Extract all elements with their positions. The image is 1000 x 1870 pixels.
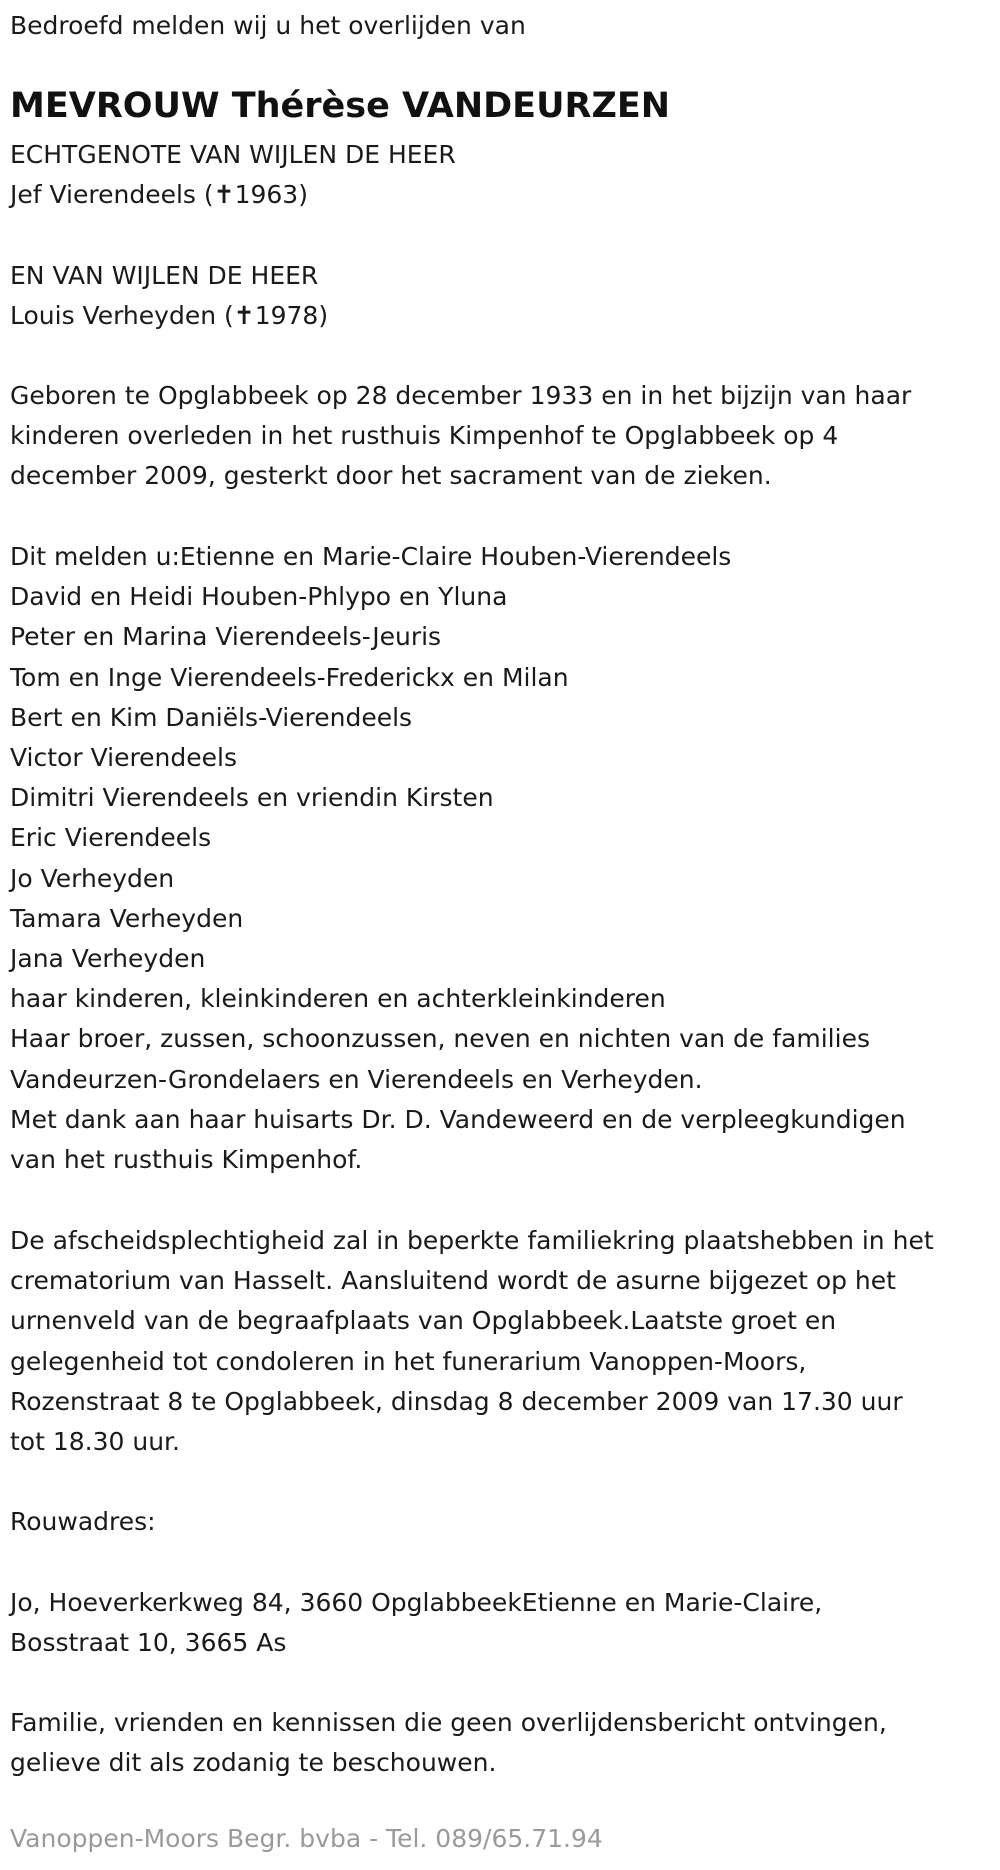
address-line: Bosstraat 10, 3665 As — [10, 1628, 287, 1658]
ceremony-paragraph — [10, 1221, 934, 1462]
address-label-block — [10, 1502, 156, 1542]
address-label: Rouwadres: — [10, 1507, 156, 1536]
paragraph-line: december 2009, gesterkt door het sacrament van de zieken. — [10, 461, 772, 491]
family-line: Tamara Verheyden — [10, 903, 244, 933]
paragraph-line: kinderen overleden in het rusthuis Kimpenhof te Opglabbeek op 4 — [10, 421, 839, 451]
family-line: Dimitri Vierendeels en vriendin Kirsten — [10, 783, 494, 813]
paragraph-line: Rozenstraat 8 te Opglabbeek, dinsdag 8 december 2009 van 17.30 uur — [10, 1386, 903, 1416]
family-line: Tom en Inge Vierendeels-Frederickx en Milan — [10, 662, 569, 692]
spouses-block — [10, 135, 456, 336]
family-line: Bert en Kim Daniëls-Vierendeels — [10, 702, 413, 732]
spouse-line: ECHTGENOTE VAN WIJLEN DE HEER — [10, 140, 456, 169]
address-block — [10, 1583, 822, 1663]
family-line: Jo Verheyden — [10, 863, 175, 893]
family-line: haar kinderen, kleinkinderen en achterkleinkinderen — [10, 984, 666, 1014]
paragraph-line: Geboren te Opglabbeek op 28 december 1933 en in het bijzijn van haar — [10, 381, 912, 410]
family-line: Dit melden u:Etienne en Marie-Claire Houben-Vierendeels — [10, 542, 732, 571]
spouse-line — [10, 215, 456, 255]
closing-paragraph — [10, 1703, 887, 1783]
paragraph-line: gelegenheid tot condoleren in het funerarium Vanoppen-Moors, — [10, 1346, 807, 1376]
family-line: David en Heidi Houben-Phlypo en Yluna — [10, 582, 508, 612]
paragraph-line: De afscheidsplechtigheid zal in beperkte familiekring plaatshebben in het — [10, 1226, 934, 1255]
spouse-line: EN VAN WIJLEN DE HEER — [10, 260, 319, 290]
family-line: van het rusthuis Kimpenhof. — [10, 1145, 363, 1175]
family-line: Eric Vierendeels — [10, 823, 212, 853]
family-list — [10, 537, 906, 1180]
paragraph-line: gelieve dit als zodanig te beschouwen. — [10, 1748, 497, 1778]
family-line: Vandeurzen-Grondelaers en Vierendeels en Verheyden. — [10, 1064, 703, 1094]
deceased-name-title: MEVROUW Thérèse VANDEURZEN — [10, 86, 671, 126]
paragraph-line: Familie, vrienden en kennissen die geen overlijdensbericht ontvingen, — [10, 1708, 887, 1737]
spouse-line: Louis Verheyden (✝1978) — [10, 300, 329, 330]
family-line: Victor Vierendeels — [10, 743, 238, 773]
family-line: Met dank aan haar huisarts Dr. D. Vandeweerd en de verpleegkundigen — [10, 1104, 906, 1134]
family-line: Jana Verheyden — [10, 944, 206, 974]
paragraph-line: crematorium van Hasselt. Aansluitend wordt de asurne bijgezet op het — [10, 1266, 896, 1296]
paragraph-line: tot 18.30 uur. — [10, 1427, 180, 1457]
funeral-home-footer: Vanoppen-Moors Begr. bvba - Tel. 089/65.71.94 — [10, 1824, 603, 1853]
birth-death-paragraph — [10, 376, 911, 497]
paragraph-line: urnenveld van de begraafplaats van Opglabbeek.Laatste groet en — [10, 1306, 837, 1336]
family-line: Peter en Marina Vierendeels-Jeuris — [10, 622, 442, 652]
intro-text: Bedroefd melden wij u het overlijden van — [10, 11, 526, 40]
address-line: Jo, Hoeverkerkweg 84, 3660 OpglabbeekEtienne en Marie-Claire, — [10, 1588, 823, 1617]
spouse-line: Jef Vierendeels (✝1963) — [10, 180, 308, 210]
family-line: Haar broer, zussen, schoonzussen, neven en nichten van de families — [10, 1024, 870, 1054]
